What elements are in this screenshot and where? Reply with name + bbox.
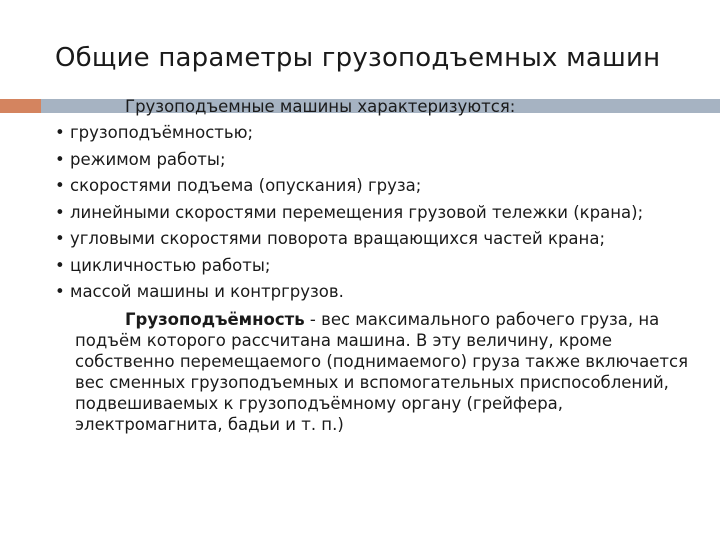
list-item-text: массой машины и контргрузов. (70, 282, 344, 301)
slide-title: Общие параметры грузоподъемных машин (55, 43, 661, 73)
list-item (55, 255, 705, 276)
parameter-list (55, 122, 705, 302)
bullet-icon: • (55, 229, 65, 248)
list-item (55, 228, 705, 249)
definition-body (75, 309, 695, 435)
bullet-icon: • (55, 255, 65, 275)
bullet-icon: • (55, 123, 65, 142)
list-item-text: цикличностью работы; (70, 255, 271, 275)
list-item (55, 202, 705, 223)
bullet-icon: • (55, 149, 65, 169)
intro-text: Грузоподъемные машины характеризуются: (125, 97, 516, 116)
list-item-text: линейными скоростями перемещения грузовой тележки (крана); (70, 202, 644, 222)
definition-term: Грузоподъёмность (125, 310, 305, 329)
definition-paragraph (75, 309, 695, 435)
list-item (55, 281, 705, 302)
bullet-icon: • (55, 176, 65, 195)
list-item (55, 122, 705, 143)
slide-content (55, 96, 705, 435)
list-item-text: режимом работы; (70, 149, 226, 169)
list-item-text: грузоподъёмностью; (70, 123, 254, 142)
accent-bar (0, 99, 41, 113)
bullet-icon: • (55, 282, 65, 301)
list-item (55, 175, 705, 196)
definition-text: - вес максимального рабочего груза, на подъём которого рассчитана машина. В эту величину, кроме собственно перемещаемого (поднимаемого) груза также включается вес сменных грузоподъемных и вспомогательных приспособлений, подвешиваемых к грузоподъёмному органу (грейфера, электромагнита, бадьи и т. п.) (75, 310, 689, 434)
list-item (55, 149, 705, 170)
list-item-text: угловыми скоростями поворота вращающихся частей крана; (70, 229, 606, 248)
list-item-text: скоростями подъема (опускания) груза; (70, 176, 422, 195)
bullet-icon: • (55, 202, 65, 222)
